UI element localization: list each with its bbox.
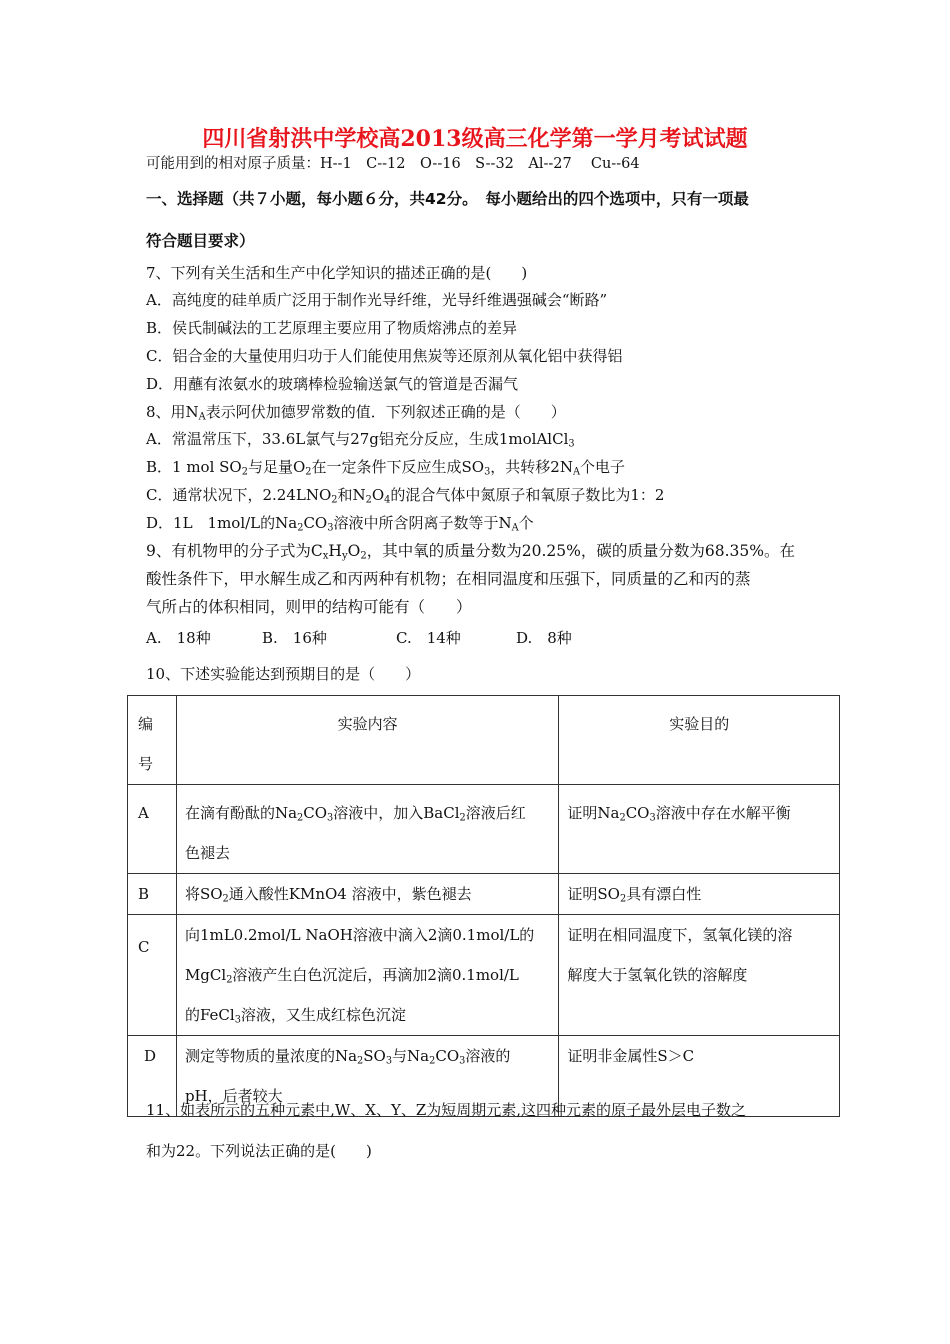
row-id: D [128,1036,177,1117]
q7-option-c: C．铝合金的大量使用归功于人们能使用焦炭等还原剂从氧化铝中获得铝 [146,347,623,365]
experiment-table [127,695,840,1117]
q8-stem: 8、用$N_A$表示阿伏加德罗常数的值．下列叙述正确的是（ ） [146,403,566,423]
row-content: 在滴有酚酞的$Na_2CO_3$溶液中，加入BaCl$_2$溶液后红 色褪去 [176,785,558,874]
q9-stem-line3: 气所占的体积相同，则甲的结构可能有（ ） [146,598,472,616]
row-purpose: 证明非金属性S＞C [559,1036,840,1117]
q9-option-c: C. 14种 [396,629,461,647]
section-heading-cont: 符合题目要求） [146,232,255,250]
row-content: 测定等物质的量浓度的$Na_2SO_3$与$Na_2CO_3$溶液的 pH，后者较大 [176,1036,558,1117]
q9-stem-line1: 9、有机物甲的分子式为$C_xH_yO_2$，其中氧的质量分数为20.25%，碳的质量分数为68.35%。在 [146,542,795,562]
q8-option-c: C．通常状况下，$2.24LNO_2$和$N_2O_4$的混合气体中氮原子和氧原子数比为1：2 [146,486,665,506]
table-header-row [128,696,840,785]
header-content-cell: 实验内容 [176,696,558,785]
row-id: A [128,785,177,874]
q9-stem-line2: 酸性条件下，甲水解生成乙和丙两种有机物；在相同温度和压强下，同质量的乙和丙的蒸 [146,570,751,588]
row-purpose: 证明在相同温度下，氢氧化镁的溶 解度大于氢氧化铁的溶解度 [559,915,840,1036]
q8-option-d: D．1L 1mol/L的$Na_2CO_3$溶液中所含阴离子数等于$N_A$个 [146,514,534,534]
row-purpose: 证明$SO_2$具有漂白性 [559,874,840,915]
q7-stem: 7、下列有关生活和生产中化学知识的描述正确的是( ) [146,264,528,282]
exam-title: 四川省射洪中学校高2013级高三化学第一学月考试试题 [202,126,748,152]
atomic-masses: 可能用到的相对原子质量：H--1 C--12 O--16 S--32 Al--27 Cu--64 [146,156,640,172]
q7-option-a: A．高纯度的硅单质广泛用于制作光导纤维，光导纤维遇强碱会“断路” [146,291,608,309]
q9-option-b: B. 16种 [262,629,327,647]
q8-option-b: B．1 mol $SO_2$与足量$O_2$在一定条件下反应生成$SO_3$，共转移$2N_A$个电子 [146,458,626,478]
row-id: B [128,874,177,915]
q10-stem: 10、下述实验能达到预期目的是（ ） [146,665,421,683]
row-content: 向1mL0.2mol/L NaOH溶液中滴入2滴0.1mol/L的 MgCl$_2$溶液产生白色沉淀后，再滴加2滴0.1mol/L 的FeCl$_3$溶液，又生成红棕色沉淀 [176,915,558,1036]
row-content: 将$SO_2$通入酸性KMnO4 溶液中，紫色褪去 [176,874,558,915]
table-row [128,785,840,874]
section-heading: 一、选择题（共７小题，每小题６分，共42分。 每小题给出的四个选项中，只有一项最 [146,190,749,208]
q11-stem-line1: 11、如表所示的五种元素中,W、X、Y、Z为短周期元素,这四种元素的原子最外层电子数之 [146,1101,747,1119]
q9-option-a: A. 18种 [146,629,211,647]
q11-stem-line2: 和为22。下列说法正确的是( ) [146,1142,372,1160]
row-purpose: 证明$Na_2CO_3$溶液中存在水解平衡 [559,785,840,874]
table-row [128,915,840,1036]
q8-option-a: A．常温常压下，33.6L氯气与27g铝充分反应，生成1molAlCl$_3$ [146,430,575,450]
q7-option-b: B．侯氏制碱法的工艺原理主要应用了物质熔沸点的差异 [146,319,518,337]
header-id-cell: 编 号 [128,696,177,785]
table-row [128,874,840,915]
q9-option-d: D. 8种 [516,629,572,647]
row-id: C [128,915,177,1036]
header-purpose-cell: 实验目的 [559,696,840,785]
q7-option-d: D．用蘸有浓氨水的玻璃棒检验输送氯气的管道是否漏气 [146,375,519,393]
